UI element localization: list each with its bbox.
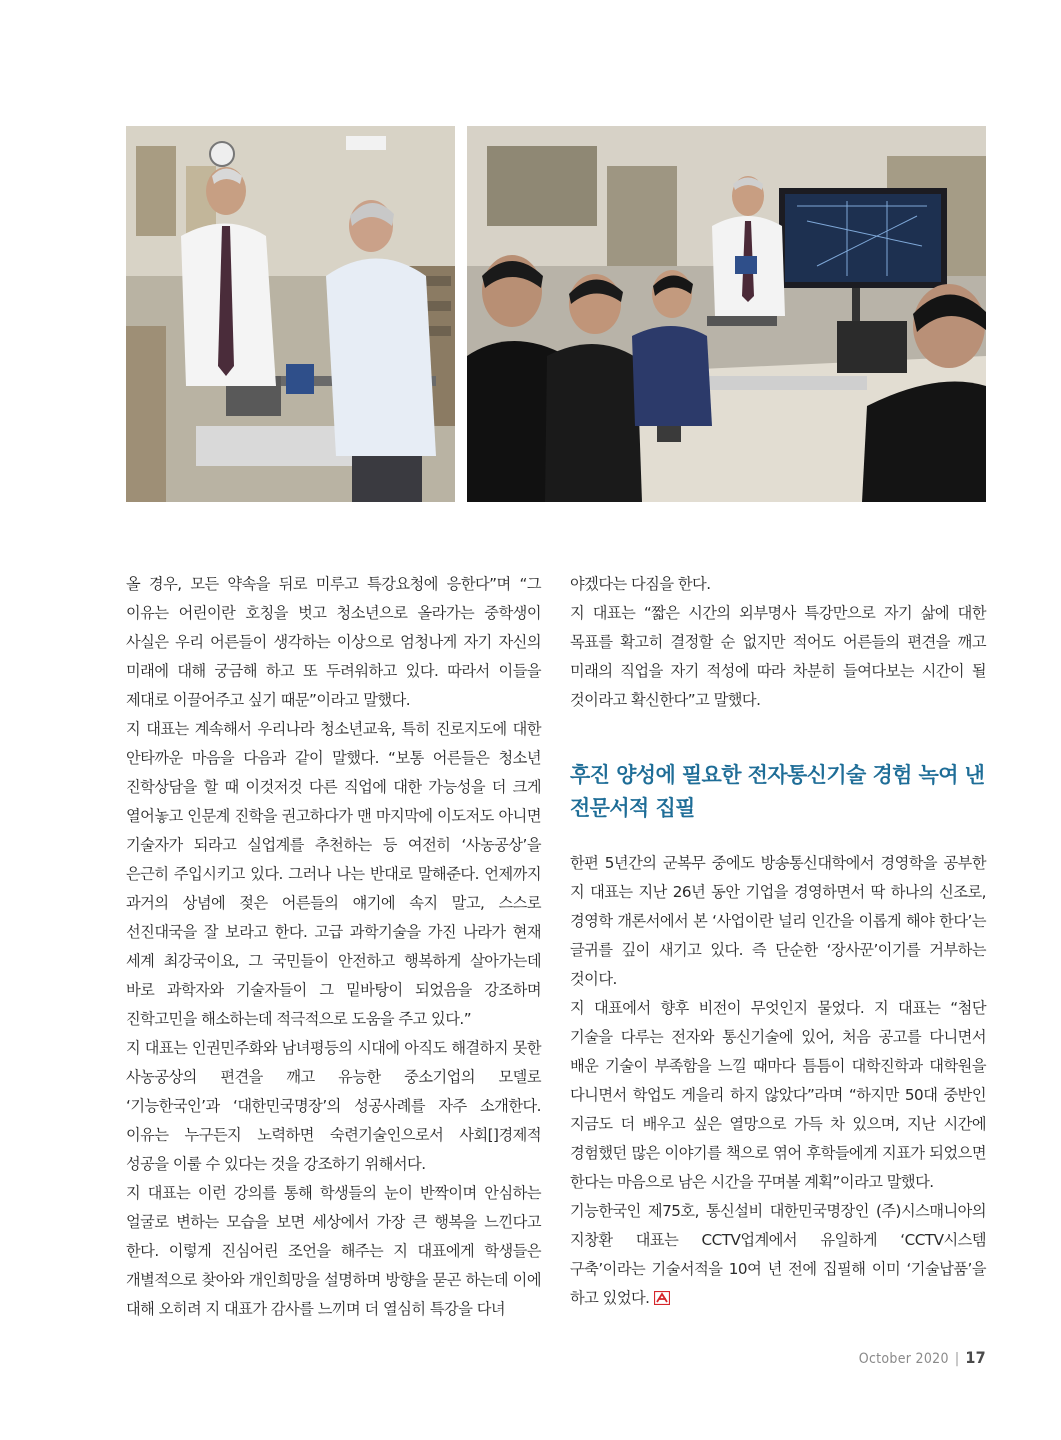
page-footer xyxy=(859,1348,986,1367)
issue-date: October 2020 xyxy=(858,1351,949,1367)
section-subheading: 후진 양성에 필요한 전자통신기술 경험 녹여 낸 전문서적 집필 xyxy=(570,763,985,820)
paragraph-final xyxy=(570,1197,986,1313)
paragraph-final-text: 기능한국인 제75호, 통신설비 대한민국명장인 (주)시스매니아의 지창환 대표는 CCTV업계에서 유일하게 ‘CCTV시스템 구축’이라는 기술서적을 10여 년 전에 집필해 이미 ‘기술납품’을 하고 있었다. xyxy=(570,1202,986,1307)
page-number: 17 xyxy=(965,1348,986,1367)
photo-workshop-demonstration xyxy=(126,126,455,502)
paragraph: 지 대표는 인권민주화와 남녀평등의 시대에 아직도 해결하지 못한 사농공상의 편견을 깨고 유능한 중소기업의 모델로 ‘기능한국인’과 ‘대한민국명장’의 성공사례를 자주 소개한다. 이유는 누구든지 노력하면 숙련기술인으로서 사회[]경제적 성공을 이룰 수 있다는 것을 강조하기 위해서다. xyxy=(126,1039,541,1173)
paragraph: 지 대표는 이런 강의를 통해 학생들의 눈이 반짝이며 안심하는 얼굴로 변하는 모습을 보면 세상에서 가장 큰 행복을 느낀다고 한다. 이렇게 진심어린 조언을 해주는 지 대표에게 학생들은 개별적으로 찾아와 개인희망을 설명하며 방향을 묻곤 하는데 이에 대해 오히려 지 대표가 감사를 느끼며 더 열심히 특강을 다녀 xyxy=(126,1184,541,1318)
end-of-article-mark-icon xyxy=(654,1291,670,1305)
article-column-right xyxy=(570,570,986,1313)
article-column-left xyxy=(126,570,541,1324)
paragraph: 한편 5년간의 군복무 중에도 방송통신대학에서 경영학을 공부한 지 대표는 지난 26년 동안 기업을 경영하면서 딱 하나의 신조로, 경영학 개론서에서 본 ‘사업이란 널리 인간을 이롭게 해야 한다’는 글귀를 깊이 새기고 있다. 즉 단순한 ‘장사꾼’이기를 거부하는 것이다. xyxy=(570,854,986,988)
footer-separator: | xyxy=(954,1351,960,1367)
photo-classroom-lecture xyxy=(467,126,986,502)
paragraph: 야겠다는 다짐을 한다. xyxy=(570,575,711,593)
paragraph: 지 대표는 계속해서 우리나라 청소년교육, 특히 진로지도에 대한 안타까운 마음을 다음과 같이 말했다. “보통 어른들은 청소년 진학상담을 할 때 이것저것 다른 직업에 대한 가능성을 더 크게 열어놓고 인문계 진학을 권고하다가 맨 마지막에 이도저도 아니면 기술자가 되라고 실업계를 추천하는 등 여전히 ‘사농공상’을 은근히 주입시키고 있다. 그러나 나는 반대로 말해준다. 언제까지 과거의 상념에 젖은 어른들의 얘기에 속지 말고, 스스로 선진대국을 잘 보라고 한다. 고급 과학기술을 가진 나라가 현재 세계 최강국이요, 그 국민들이 안전하고 행복하게 살아가는데 바로 과학자와 기술자들이 그 밑바탕이 되었음을 강조하며 진학고민을 해소하는데 적극적으로 도움을 주고 있다.” xyxy=(126,720,541,1028)
paragraph: 지 대표는 “짧은 시간의 외부명사 특강만으로 자기 삶에 대한 목표를 확고히 결정할 순 없지만 적어도 어른들의 편견을 깨고 미래의 직업을 자기 적성에 따라 차분히 들여다보는 시간이 될 것이라고 확신한다”고 말했다. xyxy=(570,604,986,709)
paragraph: 올 경우, 모든 약속을 뒤로 미루고 특강요청에 응한다”며 “그 이유는 어린이란 호칭을 벗고 청소년으로 올라가는 중학생이 사실은 우리 어른들이 생각하는 이상으로 엄청나게 자기 자신의 미래에 대해 궁금해 하고 또 두려워하고 있다. 따라서 이들을 제대로 이끌어주고 싶기 때문”이라고 말했다. xyxy=(126,575,541,709)
paragraph: 지 대표에서 향후 비전이 무엇인지 물었다. 지 대표는 “첨단 기술을 다루는 전자와 통신기술에 있어, 처음 공고를 다니면서 배운 기술이 부족함을 느낄 때마다 틈틈이 대학진학과 대학원을 다니면서 학업도 게을리 하지 않았다”라며 “하지만 50대 중반인 지금도 더 배우고 싶은 열망으로 가득 차 있으며, 지난 시간에 경험했던 많은 이야기를 책으로 엮어 후학들에게 지표가 되었으면 한다는 마음으로 남은 시간을 꾸며볼 계획”이라고 말했다. xyxy=(570,999,986,1191)
